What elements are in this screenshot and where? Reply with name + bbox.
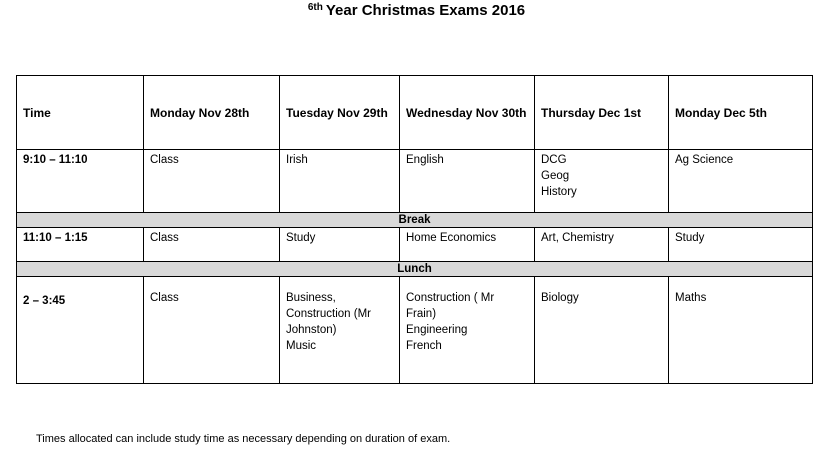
break-row — [17, 213, 813, 228]
lunch-row — [17, 262, 813, 277]
exam-subject: Construction (Mr — [286, 308, 371, 320]
exam-subject: Construction ( Mr — [406, 292, 495, 304]
exam-cell — [280, 150, 400, 213]
exam-cell — [669, 277, 813, 384]
header-day: Monday Dec 5th — [669, 76, 813, 150]
exam-subject: Art, Chemistry — [541, 232, 614, 244]
header-time: Time — [17, 76, 144, 150]
exam-subject: Biology — [541, 292, 579, 304]
table-row — [17, 150, 813, 213]
exam-cell — [400, 228, 535, 262]
exam-subject: Class — [150, 232, 179, 244]
title-text: Year Christmas Exams 2016 — [325, 2, 526, 19]
exam-subject: Study — [675, 232, 705, 244]
exam-cell — [669, 228, 813, 262]
exam-cell — [144, 277, 280, 384]
exam-subject: Frain) — [406, 308, 437, 320]
exam-subject: Johnston) — [286, 324, 337, 336]
exam-subject: DCG — [541, 154, 567, 166]
footnote: Times allocated can include study time as necessary depending on duration of exam. — [36, 433, 451, 445]
exam-timetable — [16, 75, 813, 384]
exam-subject: Geog — [541, 170, 570, 182]
exam-subject: French — [406, 340, 442, 352]
time-slot: 9:10 – 11:10 — [17, 150, 144, 213]
exam-subject: English — [406, 154, 444, 166]
exam-cell — [280, 228, 400, 262]
exam-subject: Class — [150, 154, 179, 166]
exam-cell — [144, 150, 280, 213]
exam-subject: Home Economics — [406, 232, 497, 244]
exam-cell — [280, 277, 400, 384]
page-title — [0, 2, 833, 19]
title-superscript: 6th — [307, 2, 323, 13]
exam-subject: History — [541, 186, 577, 198]
exam-subject: Engineering — [406, 324, 468, 336]
time-slot: 11:10 – 1:15 — [17, 228, 144, 262]
exam-cell — [144, 228, 280, 262]
table-row — [17, 277, 813, 384]
exam-cell — [669, 150, 813, 213]
exam-cell — [535, 150, 669, 213]
header-row — [17, 76, 813, 150]
exam-subject: Music — [286, 340, 317, 352]
exam-cell — [400, 277, 535, 384]
lunch-label: Lunch — [17, 262, 813, 277]
header-day: Tuesday Nov 29th — [280, 76, 400, 150]
header-day: Thursday Dec 1st — [535, 76, 669, 150]
exam-subject: Study — [286, 232, 316, 244]
exam-subject: Maths — [675, 292, 707, 304]
exam-cell — [535, 228, 669, 262]
time-slot: 2 – 3:45 — [17, 277, 144, 384]
exam-cell — [535, 277, 669, 384]
break-label: Break — [17, 213, 813, 228]
exam-subject: Class — [150, 292, 179, 304]
exam-subject: Ag Science — [675, 154, 734, 166]
header-day: Monday Nov 28th — [144, 76, 280, 150]
header-day: Wednesday Nov 30th — [400, 76, 535, 150]
exam-subject: Business, — [286, 292, 336, 304]
exam-cell — [400, 150, 535, 213]
table-row — [17, 228, 813, 262]
exam-subject: Irish — [286, 154, 308, 166]
